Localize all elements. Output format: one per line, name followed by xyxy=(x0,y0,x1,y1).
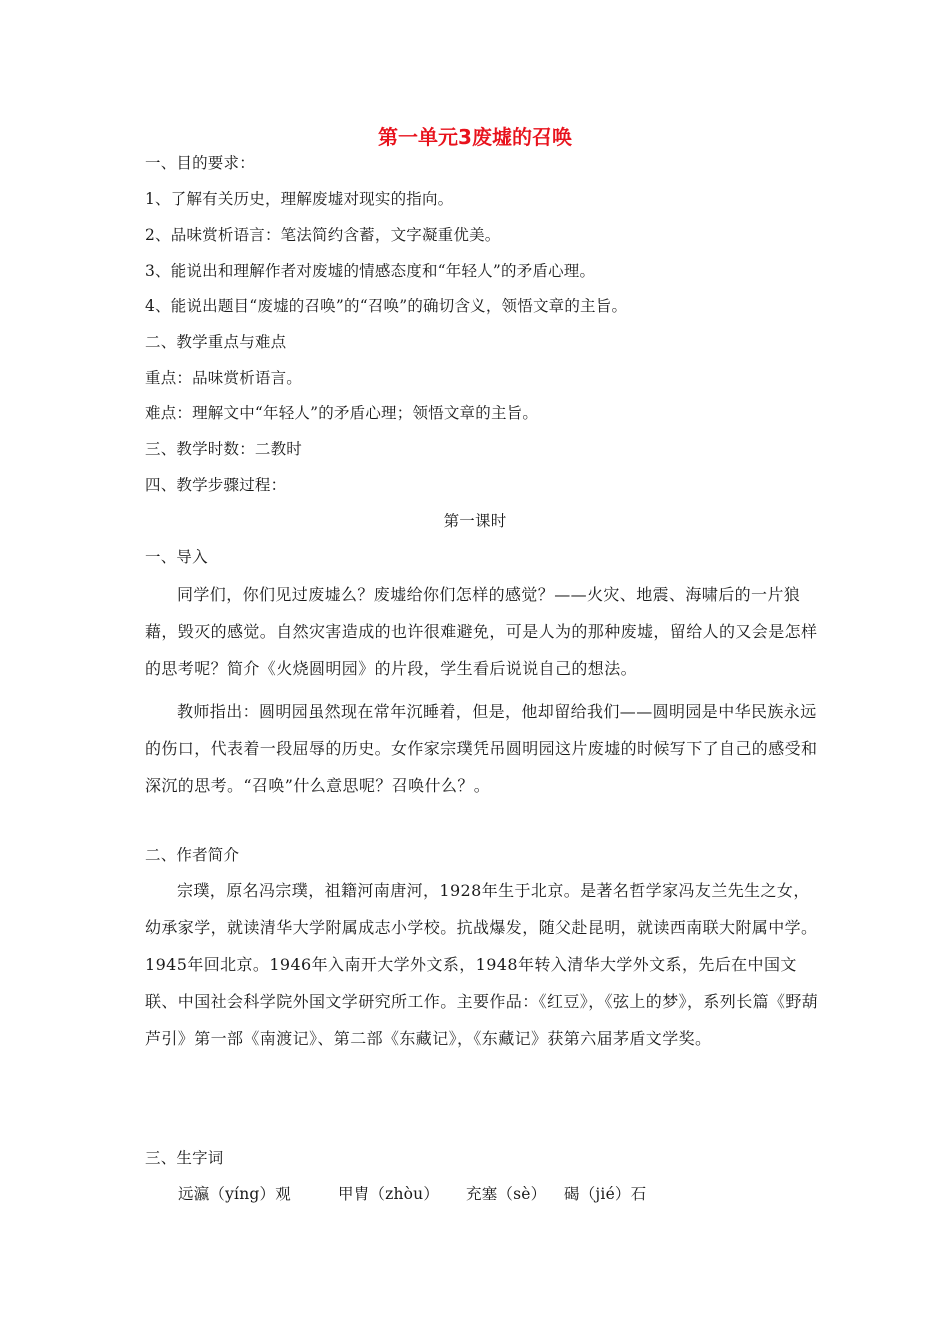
steps-heading: 四、教学步骤过程： xyxy=(145,476,287,494)
teaching-hours: 三、教学时数：二教时 xyxy=(145,440,303,458)
lesson-title: 第一课时 xyxy=(443,512,507,530)
difficulty: 难点：理解文中“年轻人”的矛盾心理；领悟文章的主旨。 xyxy=(145,404,539,422)
author-heading: 二、作者简介 xyxy=(145,846,240,864)
objective-item-4: 4、能说出题目“废墟的召唤”的“召唤”的确切含义，领悟文章的主旨。 xyxy=(145,297,628,315)
vocab-item: 碣（jié）石 xyxy=(564,1185,647,1203)
document-title: 第一单元3废墟的召唤 xyxy=(378,125,572,149)
objectives-heading: 一、目的要求： xyxy=(145,154,255,172)
vocab-item: 甲胄（zhòu） xyxy=(338,1185,440,1203)
vocab-list xyxy=(178,1183,646,1205)
key-point: 重点：品味赏析语言。 xyxy=(145,369,303,387)
intro-paragraph-2: 教师指出：圆明园虽然现在常年沉睡着，但是，他却留给我们——圆明园是中华民族永远的伤口，代表着一段屈辱的历史。女作家宗璞凭吊圆明园这片废墟的时候写下了自己的感受和深沉的思考。“召唤”什么意思呢？召唤什么？。 xyxy=(145,702,818,795)
objective-item-1: 1、了解有关历史，理解废墟对现实的指向。 xyxy=(145,190,454,208)
intro-heading: 一、导入 xyxy=(145,548,208,566)
intro-paragraph-1: 同学们，你们见过废墟么？废墟给你们怎样的感觉？——火灾、地震、海啸后的一片狼藉，毁灭的感觉。自然灾害造成的也许很难避免，可是人为的那种废墟，留给人的又会是怎样的思考呢？简介《火烧圆明园》的片段，学生看后说说自己的想法。 xyxy=(145,585,818,678)
objective-item-3: 3、能说出和理解作者对废墟的情感态度和“年轻人”的矛盾心理。 xyxy=(145,262,596,280)
vocab-item: 远瀛（yíng）观 xyxy=(178,1185,291,1203)
vocab-item: 充塞（sè） xyxy=(466,1185,547,1203)
objective-item-2: 2、品味赏析语言：笔法简约含蓄，文字凝重优美。 xyxy=(145,226,501,244)
focus-heading: 二、教学重点与难点 xyxy=(145,333,287,351)
author-paragraph: 宗璞，原名冯宗璞，祖籍河南唐河，1928年生于北京。是著名哲学家冯友兰先生之女，幼承家学，就读清华大学附属成志小学校。抗战爆发，随父赴昆明，就读西南联大附属中学。1945年回北京。1946年入南开大学外文系，1948年转入清华大学外文系，先后在中国文联、中国社会科学院外国文学研究所工作。主要作品：《红豆》，《弦上的梦》，系列长篇《野葫芦引》第一部《南渡记》、第二部《东藏记》，《东藏记》获第六届茅盾文学奖。 xyxy=(145,881,819,1048)
vocab-heading: 三、生字词 xyxy=(145,1149,224,1167)
